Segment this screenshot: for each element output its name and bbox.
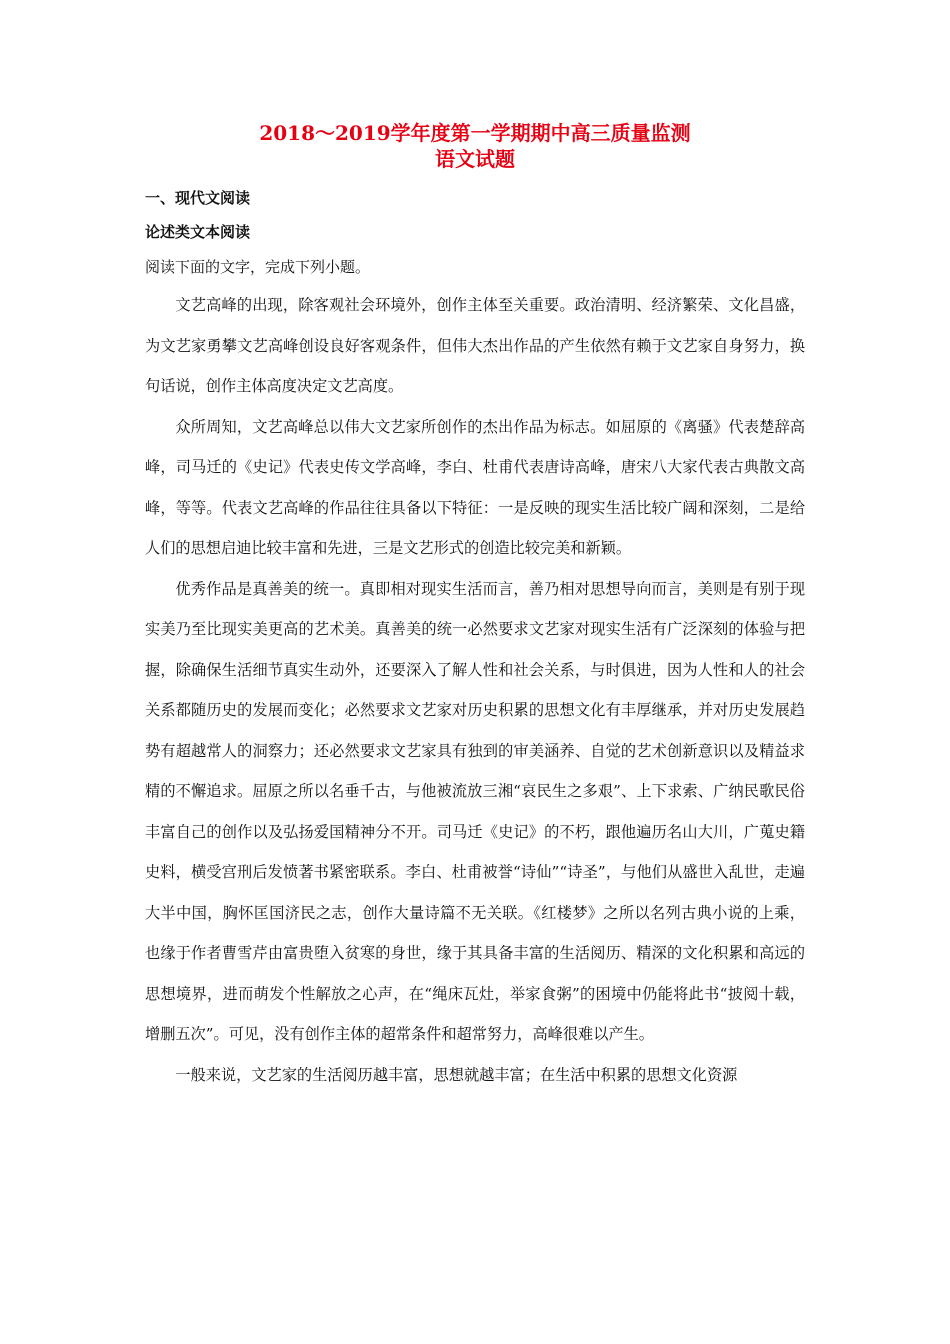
paragraph-3: 优秀作品是真善美的统一。真即相对现实生活而言，善乃相对思想导向而言，美则是有别于现实美乃至比现实美更高的艺术美。真善美的统一必然要求文艺家对现实生活有广泛深刻的体验与把握，除确保生活细节真实生动外，还要深入了解人性和社会关系，与时俱进，因为人性和人的社会关系都随历史的发展而变化；必然要求文艺家对历史积累的思想文化有丰厚继承，并对历史发展趋势有超越常人的洞察力；还必然要求文艺家具有独到的审美涵养、自觉的艺术创新意识以及精益求精的不懈追求。屈原之所以名垂千古，与他被流放三湘“哀民生之多艰”、上下求索、广纳民歌民俗丰富自己的创作以及弘扬爱国精神分不开。司马迁《史记》的不朽，跟他遍历名山大川，广蒐史籍史料，横受宫刑后发愤著书紧密联系。李白、杜甫被誉“诗仙”“诗圣”，与他们从盛世入乱世，走遍大半中国，胸怀匡国济民之志，创作大量诗篇不无关联。《红楼梦》之所以名列古典小说的上乘，也缘于作者曹雪芹由富贵堕入贫寒的身世，缘于其具备丰富的生活阅历、精深的文化积累和高远的思想境界，进而萌发个性解放之心声，在“绳床瓦灶，举家食粥”的困境中仍能将此书“披阅十载，增删五次”。可见，没有创作主体的超常条件和超常努力，高峰很难以产生。 — [145, 579, 805, 1043]
paragraph-4: 一般来说，文艺家的生活阅历越丰富，思想就越丰富；在生活中积累的思想文化资源 — [175, 1065, 738, 1084]
paragraph-2: 众所周知，文艺高峰总以伟大文艺家所创作的杰出作品为标志。如屈原的《离骚》代表楚辞高峰，司马迁的《史记》代表史传文学高峰，李白、杜甫代表唐诗高峰，唐宋八大家代表古典散文高峰，等等。代表文艺高峰的作品往往具备以下特征：一是反映的现实生活比较广阔和深刻，二是给人们的思想启迪比较丰富和先进，三是文艺形式的创造比较完美和新颖。 — [145, 417, 805, 557]
title-line-2: 语文试题 — [435, 147, 515, 171]
section-heading: 一、现代文阅读 — [145, 189, 251, 207]
paragraph-1: 文艺高峰的出现，除客观社会环境外，创作主体至关重要。政治清明、经济繁荣、文化昌盛，为文艺家勇攀文艺高峰创设良好客观条件，但伟大杰出作品的产生依然有赖于文艺家自身努力，换句话说，创作主体高度决定文艺高度。 — [145, 296, 805, 395]
subsection-heading: 论述类文本阅读 — [145, 223, 251, 241]
reading-instruction: 阅读下面的文字，完成下列小题。 — [145, 258, 371, 276]
title-line-1: 2018～2019学年度第一学期期中高三质量监测 — [259, 121, 691, 145]
document-title — [145, 120, 805, 172]
document-page — [145, 120, 805, 1095]
